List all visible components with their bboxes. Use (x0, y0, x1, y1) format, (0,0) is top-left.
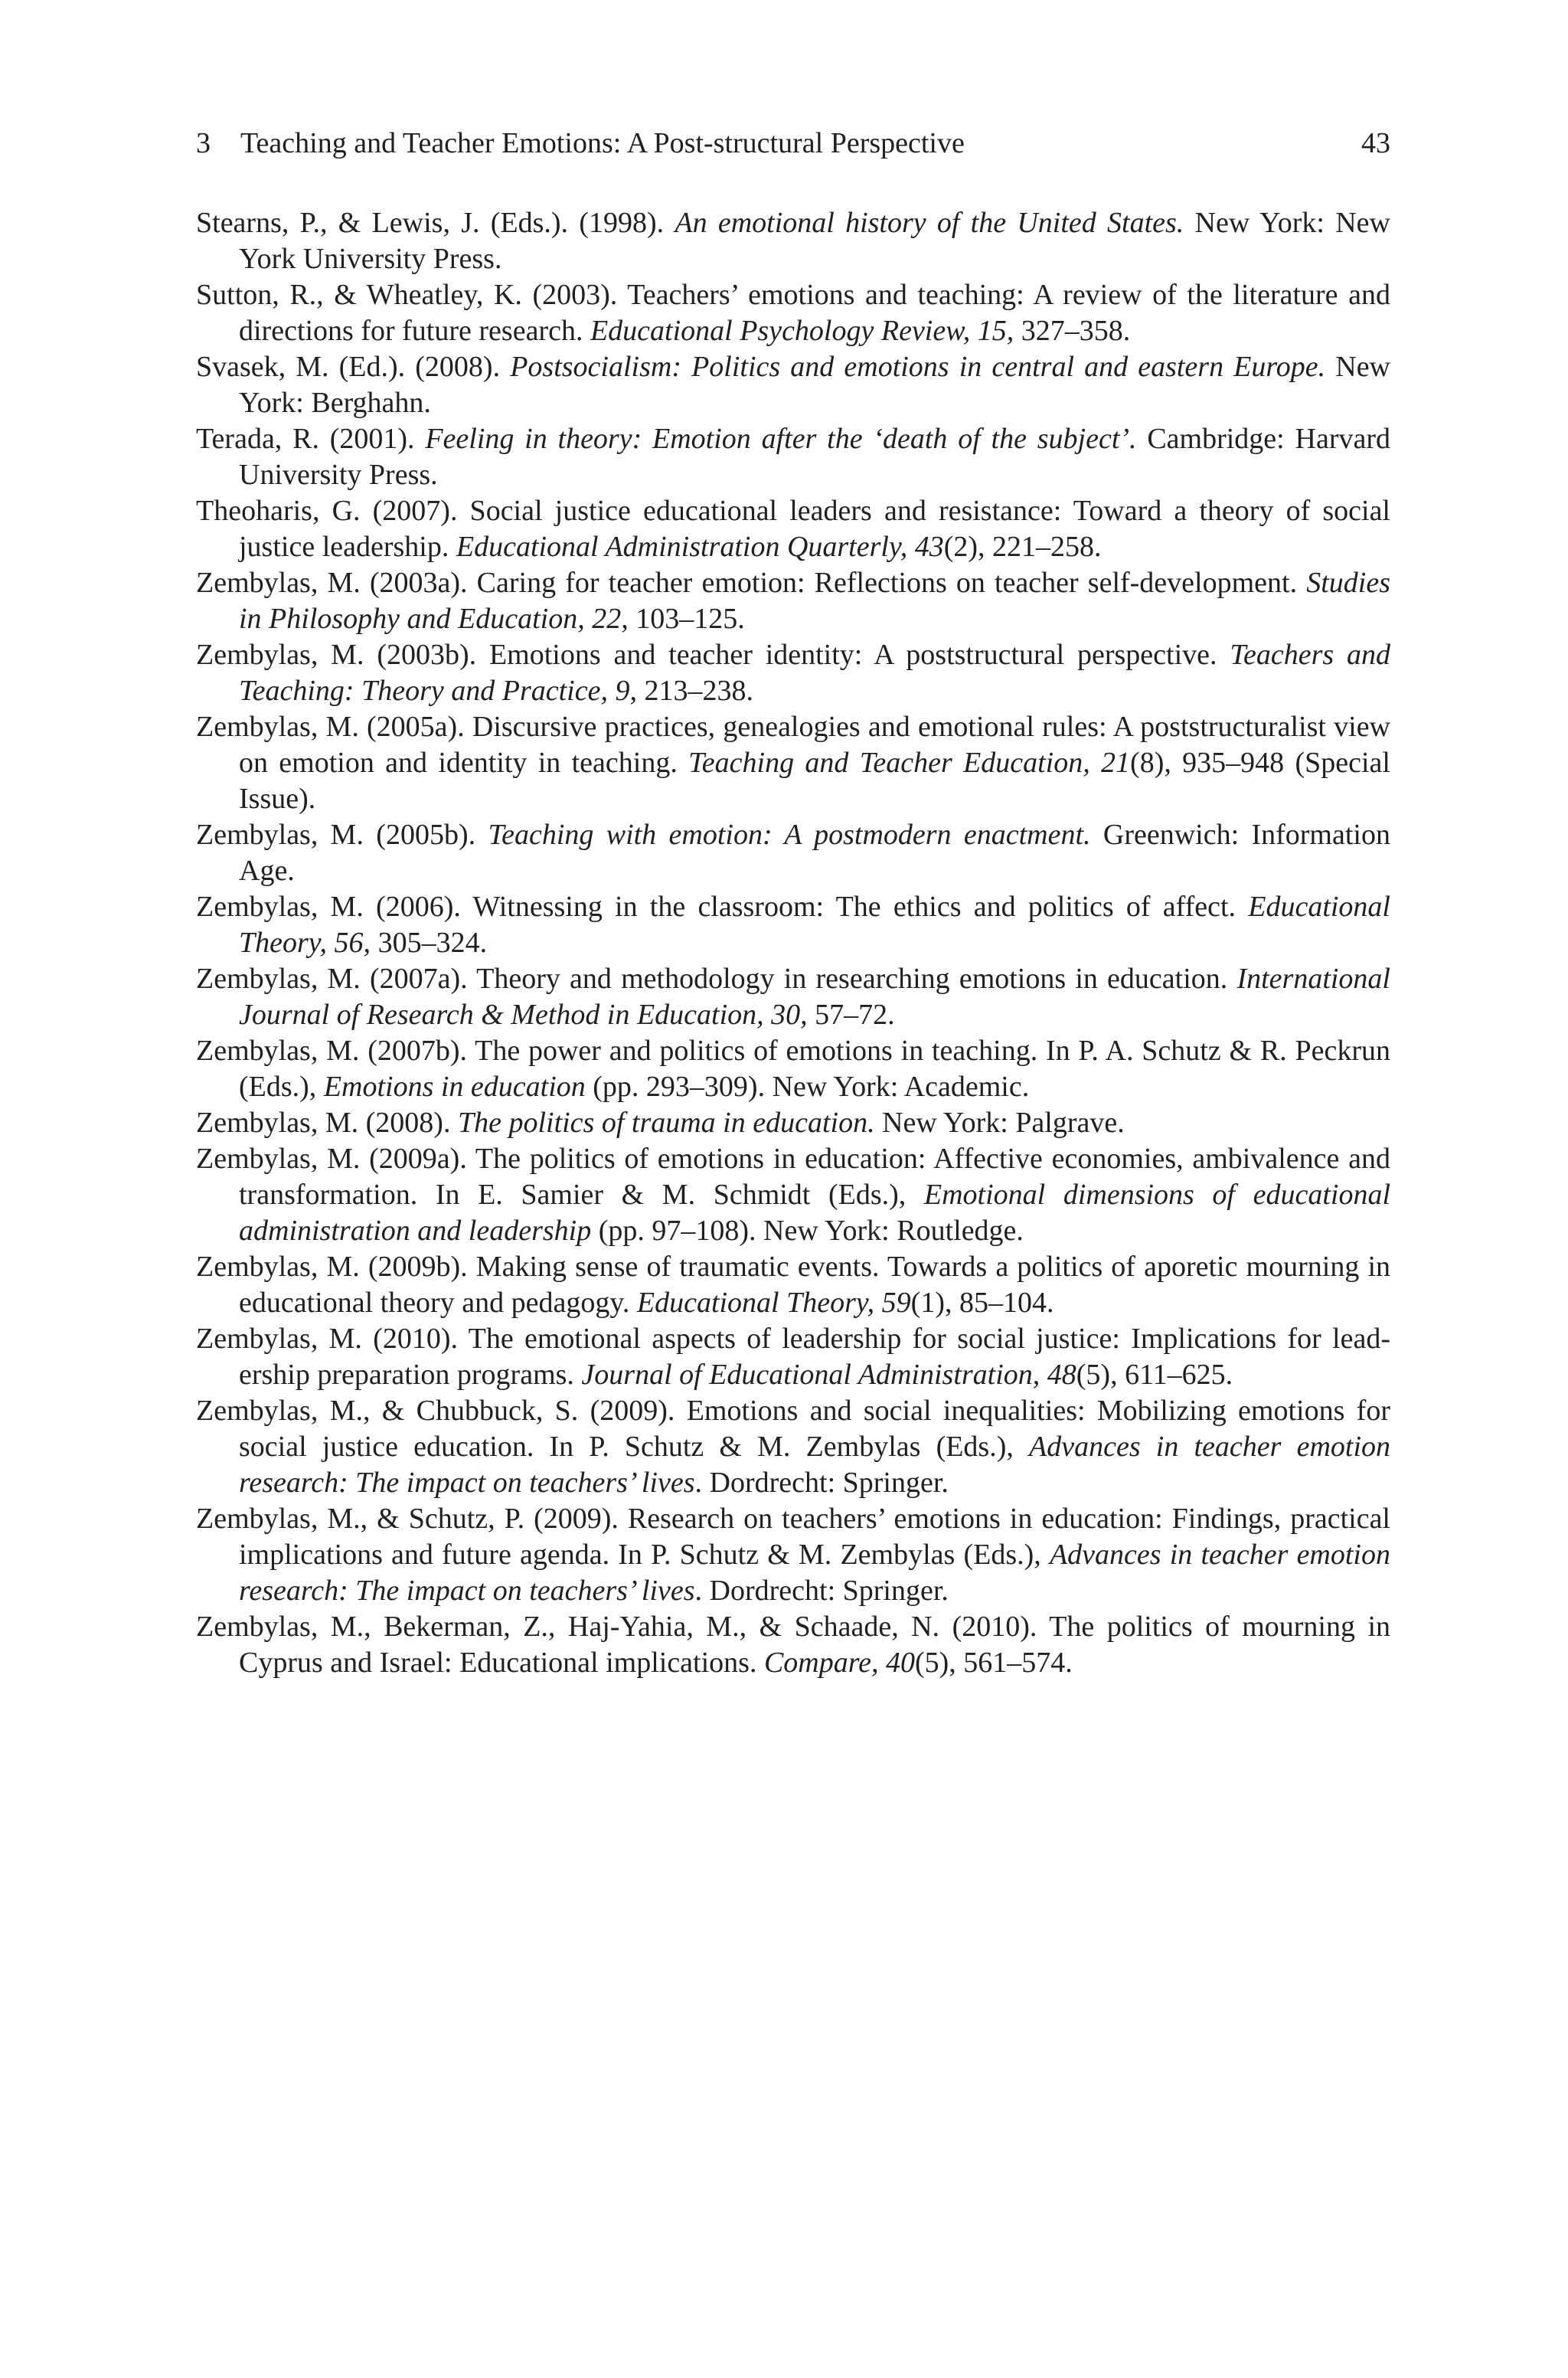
reference-entry (196, 1249, 1390, 1321)
reference-italic-title: Studies in Philosophy and Education, 22, (239, 567, 1390, 635)
reference-italic-title: Educational Psychology Review, 15, (590, 315, 1014, 347)
reference-entry (196, 961, 1390, 1033)
reference-text: Greenwich: Information Age. (239, 819, 1390, 887)
reference-text: . Dordrecht: Springer. (694, 1575, 949, 1607)
reference-italic-title: Educational Administration Quarterly, 43 (456, 531, 944, 563)
reference-entry (196, 1321, 1390, 1393)
reference-text: New York: Berghahn. (239, 351, 1390, 419)
reference-entry (196, 1105, 1390, 1141)
reference-text: Zembylas, M. (2005b). (196, 819, 488, 851)
reference-entry (196, 205, 1390, 277)
reference-text: 305–324. (371, 927, 488, 959)
reference-italic-title: Journal of Educational Administration, 48 (581, 1359, 1076, 1391)
reference-text: (pp. 293–309). New York: Academic. (585, 1071, 1030, 1103)
reference-entry (196, 1141, 1390, 1249)
running-title: Teaching and Teacher Emotions: A Post-structural Perspective (240, 127, 965, 159)
reference-text: (pp. 97–108). New York: Routledge. (591, 1215, 1024, 1247)
reference-italic-title: Educational Theory, 56, (239, 891, 1390, 959)
running-header (196, 124, 1390, 162)
reference-italic-title: Feeling in theory: Emotion after the ‘death of the subject’. (425, 423, 1137, 455)
reference-italic-title: Teaching and Teacher Education, 21 (688, 747, 1131, 779)
reference-text: 327–358. (1014, 315, 1131, 347)
reference-text: Zembylas, M., & Schutz, P. (2009). Research on teachers’ emotions in education: Findings, practical implications and future agenda. In P. Schutz & M. Zembylas (Eds.), (196, 1503, 1390, 1571)
reference-text: (5), 561–574. (915, 1647, 1073, 1679)
reference-text: Sutton, R., & Wheatley, K. (2003). Teachers’ emotions and teaching: A review of the literature and directions for future research. (196, 279, 1390, 347)
reference-italic-title: Advances in teacher emotion research: The impact on teachers’ lives (239, 1431, 1390, 1499)
reference-entry (196, 709, 1390, 817)
reference-text: Zembylas, M. (2009a). The politics of emotions in education: Affective economies, ambivalence and transformation. In E. Samier & M. Schmidt (Eds.), (196, 1143, 1390, 1211)
reference-text: . Dordrecht: Springer. (694, 1467, 949, 1499)
reference-text: Stearns, P., & Lewis, J. (Eds.). (1998). (196, 207, 675, 239)
reference-text: (2), 221–258. (943, 531, 1102, 563)
reference-text: New York: Palgrave. (874, 1107, 1125, 1139)
reference-text: Zembylas, M. (2008). (196, 1107, 458, 1139)
reference-text: Zembylas, M. (2007a). Theory and methodology in researching emotions in education. (196, 963, 1237, 995)
reference-entry (196, 817, 1390, 889)
reference-text: 57–72. (807, 999, 895, 1031)
reference-italic-title: An emotional history of the United States. (675, 207, 1184, 239)
reference-text: 103–125. (628, 603, 745, 635)
reference-text: Zembylas, M. (2005a). Discursive practices, genealogies and emotional rules: A poststructuralist view on emotion and identity in teaching. (196, 711, 1390, 779)
reference-text: 213–238. (636, 675, 753, 707)
reference-entry (196, 565, 1390, 637)
reference-text: Zembylas, M. (2010). The emotional aspects of leadership for social justice: Implications for leadership preparation programs. (196, 1323, 1390, 1391)
reference-entry (196, 1393, 1390, 1501)
reference-text: Zembylas, M. (2003a). Caring for teacher emotion: Reflections on teacher self-development. (196, 567, 1307, 599)
page-number: 43 (1361, 127, 1390, 159)
reference-italic-title: Educational Theory, 59 (636, 1287, 911, 1319)
reference-text: (1), 85–104. (910, 1287, 1054, 1319)
reference-text: Zembylas, M., & Chubbuck, S. (2009). Emotions and social inequalities: Mobilizing emotions for social justice education. In P. Schutz & M. Zembylas (Eds.), (196, 1395, 1390, 1463)
reference-entry (196, 493, 1390, 565)
reference-italic-title: Teachers and Teaching: Theory and Practice, 9, (239, 639, 1391, 707)
reference-text: Zembylas, M., Bekerman, Z., Haj-Yahia, M., & Schaade, N. (2010). The politics of mourning in Cyprus and Israel: Educational implications. (196, 1611, 1390, 1679)
reference-entry (196, 1033, 1390, 1105)
reference-list (196, 205, 1390, 1681)
reference-entry (196, 421, 1390, 493)
reference-italic-title: International Journal of Research & Method in Education, 30, (239, 963, 1390, 1031)
reference-entry (196, 1501, 1390, 1609)
reference-text: (8), 935–948 (Special Issue). (239, 747, 1390, 815)
reference-italic-title: Teaching with emotion: A postmodern enactment. (488, 819, 1091, 851)
reference-italic-title: Emotions in education (323, 1071, 586, 1103)
reference-text: (5), 611–625. (1076, 1359, 1233, 1391)
reference-italic-title: Postsocialism: Politics and emotions in central and eastern Europe. (510, 351, 1326, 383)
reference-text: Terada, R. (2001). (196, 423, 426, 455)
reference-italic-title: Advances in teacher emotion research: The impact on teachers’ lives (239, 1539, 1390, 1607)
reference-text: Zembylas, M. (2007b). The power and politics of emotions in teaching. In P. A. Schutz & R. Peckrun (Eds.), (196, 1035, 1390, 1103)
reference-text: Cambridge: Harvard University Press. (239, 423, 1391, 491)
reference-text: Svasek, M. (Ed.). (2008). (196, 351, 511, 383)
reference-italic-title: Emotional dimensions of educational administration and leadership (239, 1179, 1390, 1247)
reference-entry (196, 1609, 1390, 1681)
reference-italic-title: Compare, 40 (763, 1647, 915, 1679)
reference-text: Zembylas, M. (2006). Witnessing in the classroom: The ethics and politics of affect. (196, 891, 1249, 923)
reference-text: Zembylas, M. (2003b). Emotions and teacher identity: A poststructural perspective. (196, 639, 1230, 671)
reference-entry (196, 889, 1390, 961)
reference-italic-title: The politics of trauma in education. (457, 1107, 875, 1139)
reference-entry (196, 277, 1390, 349)
reference-text: New York: New York University Press. (239, 207, 1390, 275)
reference-text: Zembylas, M. (2009b). Making sense of traumatic events. Towards a politics of aporetic mourning in educational theory and pedagogy. (196, 1251, 1390, 1319)
reference-entry (196, 349, 1390, 421)
chapter-number: 3 (196, 127, 211, 159)
reference-text: Theoharis, G. (2007). Social justice educational leaders and resistance: Toward a theory of social justice leadership. (196, 495, 1390, 563)
reference-entry (196, 637, 1390, 709)
